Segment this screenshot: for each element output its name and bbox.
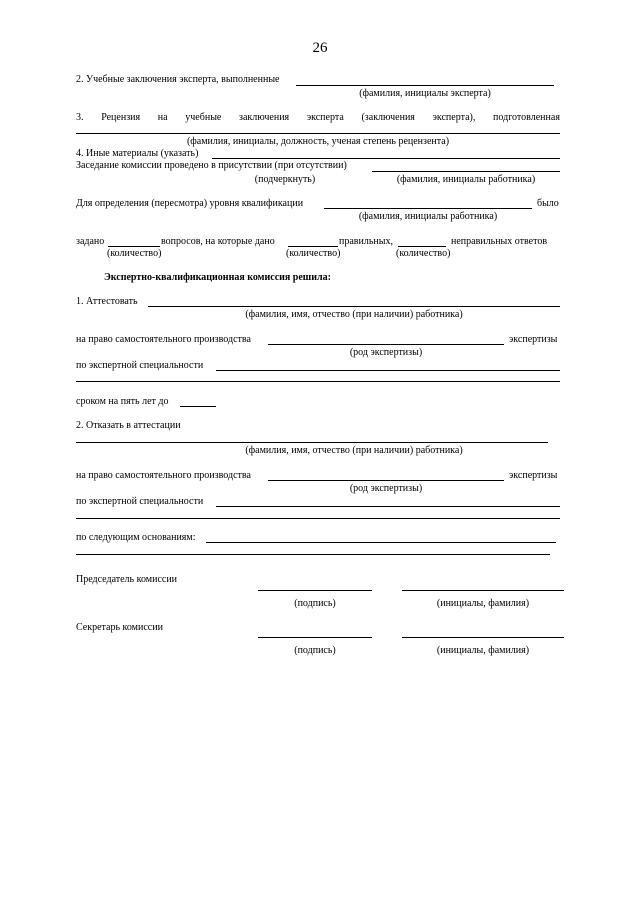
meeting-hint-name: (фамилия, инициалы работника) [396,174,536,185]
refuse-name-hint: (фамилия, имя, отчество (при наличии) работника) [245,445,463,456]
section-4-label: 4. Иные материалы (указать) [76,148,199,159]
meeting-label: Заседание комиссии проведено в присутствии (при отсутствии) [76,160,347,171]
section-3-word: Рецензия [101,112,141,123]
refuse-expertise-line[interactable] [268,480,504,481]
secretary-name-line[interactable] [402,637,564,638]
questions-hint-3: (количество) [396,248,451,259]
refuse-kind-hint: (род экспертизы) [349,483,423,494]
refuse-grounds-label: по следующим основаниям: [76,532,196,543]
refuse-specialty-line[interactable] [216,506,560,507]
qualification-suffix: было [537,198,559,209]
certify-label: 1. Аттестовать [76,296,138,307]
section-3-word: эксперта), [432,112,476,123]
refuse-specialty-label: по экспертной специальности [76,496,204,507]
certify-term-label: сроком на пять лет до [76,396,169,407]
meeting-input-line[interactable] [372,171,560,172]
refuse-grounds-line-2[interactable] [76,554,550,555]
secretary-signature-hint: (подпись) [294,645,336,656]
section-3-hint: (фамилия, инициалы, должность, ученая степень рецензента) [186,136,450,147]
questions-count-line-3[interactable] [398,246,446,247]
decision-heading: Экспертно-квалификационная комиссия решила: [104,272,331,283]
refuse-label: 2. Отказать в аттестации [76,420,181,431]
questions-word-2: вопросов, на которые дано [161,236,275,247]
qualification-hint: (фамилия, инициалы работника) [358,211,498,222]
section-3-word: учебные [185,112,222,123]
chair-signature-hint: (подпись) [294,598,336,609]
chair-name-line[interactable] [402,590,564,591]
chair-signature-line[interactable] [258,590,372,591]
refuse-expertise-suffix: экспертизы [509,470,558,481]
section-2-input-line[interactable] [296,85,554,86]
certify-name-hint: (фамилия, имя, отчество (при наличии) работника) [245,309,463,320]
chair-label: Председатель комиссии [76,574,178,585]
section-3-word: подготовленная [493,112,560,123]
certify-specialty-line[interactable] [216,370,560,371]
section-3-word: на [157,112,168,123]
section-3-word: 3. [76,112,84,123]
meeting-hint-underline: (подчеркнуть) [254,174,316,185]
chair-name-hint: (инициалы, фамилия) [436,598,530,609]
questions-count-line-2[interactable] [288,246,338,247]
certify-right-label: на право самостоятельного производства [76,334,251,345]
refuse-grounds-line[interactable] [206,542,556,543]
certify-kind-hint: (род экспертизы) [349,347,423,358]
certify-specialty-line-2[interactable] [76,381,560,382]
secretary-signature-line[interactable] [258,637,372,638]
certify-term-line[interactable] [180,406,216,407]
questions-word-3: правильных, [339,236,393,247]
section-4-input-line[interactable] [212,158,560,159]
qualification-label: Для определения (пересмотра) уровня квалификации [76,198,304,209]
questions-hint-2: (количество) [286,248,341,259]
secretary-name-hint: (инициалы, фамилия) [436,645,530,656]
refuse-name-line[interactable] [76,442,548,443]
section-3-word: заключения [239,112,290,123]
refuse-right-label: на право самостоятельного производства [76,470,251,481]
page-number: 26 [312,40,328,56]
questions-count-line-1[interactable] [108,246,160,247]
questions-hint-1: (количество) [107,248,162,259]
certify-expertise-suffix: экспертизы [509,334,558,345]
section-2-label: 2. Учебные заключения эксперта, выполненные [76,74,280,85]
qualification-input-line[interactable] [324,208,532,209]
certify-specialty-label: по экспертной специальности [76,360,204,371]
section-3-word: (заключения [361,112,415,123]
certify-name-line[interactable] [148,306,560,307]
section-3-word: эксперта [306,112,344,123]
questions-word-1: задано [76,236,105,247]
section-2-hint: (фамилия, инициалы эксперта) [359,88,491,99]
certify-expertise-line[interactable] [268,344,504,345]
secretary-label: Секретарь комиссии [76,622,163,633]
questions-word-4: неправильных ответов [451,236,548,247]
refuse-specialty-line-2[interactable] [76,518,560,519]
section-3-text [76,112,560,124]
section-3-input-line[interactable] [76,133,560,134]
